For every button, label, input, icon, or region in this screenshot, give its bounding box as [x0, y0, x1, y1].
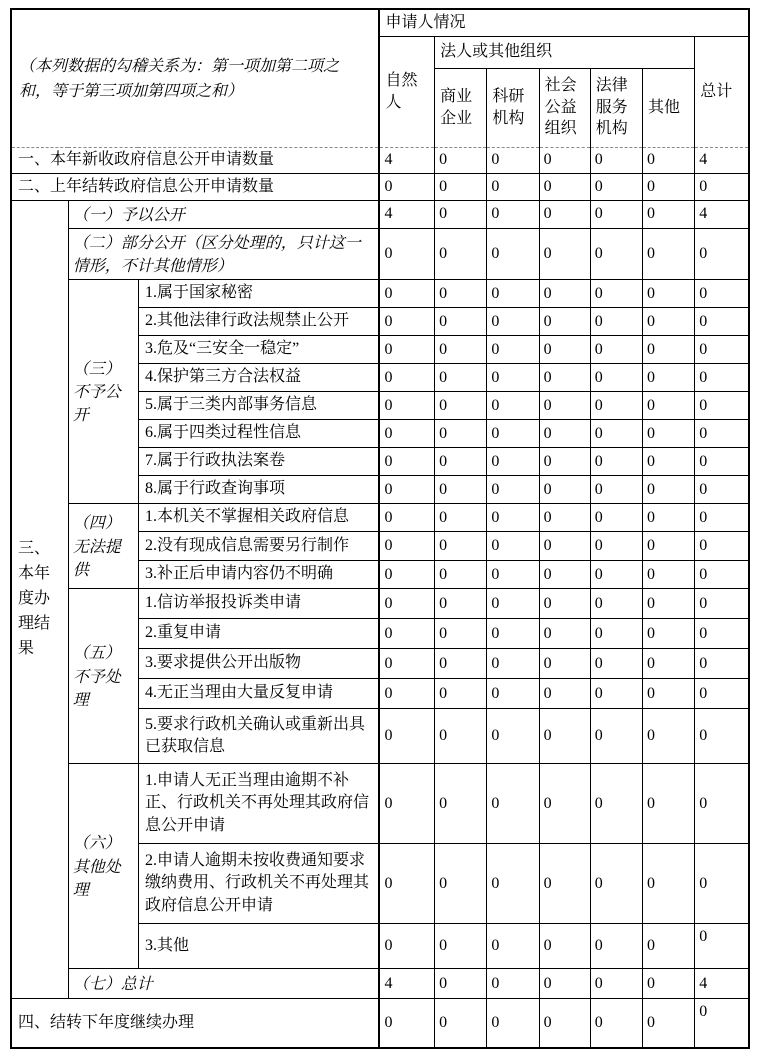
- value-cell: 0: [379, 504, 434, 532]
- table-row: [11, 764, 749, 844]
- value-cell: 0: [590, 336, 642, 364]
- value-cell: 0: [590, 619, 642, 649]
- value-cell: 0: [487, 504, 539, 532]
- value-cell: 0: [642, 448, 694, 476]
- header-total: 总计: [695, 36, 749, 147]
- value-cell: 0: [539, 924, 590, 969]
- value-cell: 0: [487, 448, 539, 476]
- value-cell: 0: [642, 969, 694, 999]
- value-cell: 0: [379, 924, 434, 969]
- item-label: 1.本机关不掌握相关政府信息: [138, 504, 379, 532]
- value-cell: 0: [435, 679, 487, 709]
- application-status-table: [10, 8, 750, 1049]
- item-label: 2.没有现成信息需要另行制作: [138, 532, 379, 561]
- item-label: 3.补正后申请内容仍不明确: [138, 561, 379, 589]
- value-cell: 0: [695, 649, 749, 679]
- value-cell: 0: [379, 364, 434, 392]
- value-cell: 0: [539, 392, 590, 420]
- value-cell: 0: [695, 709, 749, 764]
- row-label-carried-over-applications: 二、上年结转政府信息公开申请数量: [11, 173, 379, 200]
- group-label-not-processed: （五）不予处理: [68, 589, 138, 764]
- header-org-type-other: 其他: [642, 68, 694, 147]
- value-cell: 0: [590, 999, 642, 1048]
- value-cell: 0: [435, 476, 487, 504]
- value-cell: 0: [379, 709, 434, 764]
- value-cell: 0: [642, 420, 694, 448]
- table-row: [11, 589, 749, 619]
- value-cell: 0: [435, 709, 487, 764]
- group-label-unable-to-provide: （四）无法提供: [68, 504, 138, 589]
- value-cell: 0: [695, 228, 749, 279]
- value-cell: 0: [539, 999, 590, 1048]
- value-cell: 0: [695, 532, 749, 561]
- group-label-total: （七）总计: [68, 969, 379, 999]
- item-label: 4.保护第三方合法权益: [138, 364, 379, 392]
- header-legal-or-other-org: 法人或其他组织: [435, 36, 695, 68]
- group-label-other-handling: （六）其他处理: [68, 764, 138, 969]
- value-cell: 0: [379, 280, 434, 308]
- value-cell: 0: [435, 308, 487, 336]
- value-cell: 0: [590, 147, 642, 173]
- value-cell: 0: [642, 709, 694, 764]
- value-cell: 0: [642, 308, 694, 336]
- header-org-type-legal-service: 法律服务机构: [590, 68, 642, 147]
- value-cell: 0: [379, 336, 434, 364]
- value-cell: 0: [695, 173, 749, 200]
- group-label-partial-disclosure: （二）部分公开（区分处理的，只计这一情形，不计其他情形）: [68, 228, 379, 279]
- value-cell: 0: [379, 844, 434, 924]
- value-cell: 0: [695, 589, 749, 619]
- value-cell: 0: [435, 448, 487, 476]
- table-row: [11, 200, 749, 228]
- value-cell: 0: [379, 999, 434, 1048]
- value-cell: 0: [642, 336, 694, 364]
- value-cell: 0: [642, 173, 694, 200]
- value-cell: 0: [590, 476, 642, 504]
- value-cell: 0: [435, 200, 487, 228]
- value-cell: 0: [590, 589, 642, 619]
- value-cell: 0: [695, 764, 749, 844]
- item-label: 5.属于三类内部事务信息: [138, 392, 379, 420]
- value-cell: 4: [379, 969, 434, 999]
- item-label: 4.无正当理由大量反复申请: [138, 679, 379, 709]
- value-cell: 0: [590, 561, 642, 589]
- header-org-type-commercial: 商业企业: [435, 68, 487, 147]
- value-cell: 0: [435, 392, 487, 420]
- value-cell: 0: [379, 561, 434, 589]
- value-cell: 0: [642, 504, 694, 532]
- row-label-carry-to-next-year: 四、结转下年度继续办理: [11, 999, 379, 1048]
- value-cell: 0: [539, 173, 590, 200]
- value-cell: 0: [487, 589, 539, 619]
- value-cell: 0: [487, 844, 539, 924]
- value-cell: 0: [379, 532, 434, 561]
- value-cell: 0: [539, 561, 590, 589]
- value-cell: 0: [487, 308, 539, 336]
- value-cell: 4: [695, 969, 749, 999]
- value-cell: 0: [539, 420, 590, 448]
- value-cell: 0: [539, 147, 590, 173]
- value-cell: 0: [539, 649, 590, 679]
- value-cell: 0: [435, 173, 487, 200]
- header-natural-person: 自然人: [379, 36, 434, 147]
- value-cell: 0: [379, 448, 434, 476]
- value-cell: 0: [539, 280, 590, 308]
- table-row: [11, 9, 749, 36]
- table-note: （本列数据的勾稽关系为：第一项加第二项之和，等于第三项加第四项之和）: [11, 9, 379, 147]
- value-cell: 0: [539, 532, 590, 561]
- value-cell: 0: [487, 999, 539, 1048]
- value-cell: 0: [379, 392, 434, 420]
- value-cell: 0: [590, 844, 642, 924]
- value-cell: 0: [695, 308, 749, 336]
- value-cell: 0: [379, 589, 434, 619]
- item-label: 8.属于行政查询事项: [138, 476, 379, 504]
- table-row: [11, 999, 749, 1048]
- value-cell: 0: [590, 420, 642, 448]
- value-cell: 0: [487, 764, 539, 844]
- item-label: 1.属于国家秘密: [138, 280, 379, 308]
- value-cell: 0: [642, 589, 694, 619]
- value-cell: 4: [695, 200, 749, 228]
- value-cell: 0: [487, 532, 539, 561]
- value-cell: 0: [487, 173, 539, 200]
- value-cell: 0: [642, 649, 694, 679]
- value-cell: 0: [590, 364, 642, 392]
- value-cell: 0: [590, 924, 642, 969]
- value-cell: 0: [379, 173, 434, 200]
- value-cell: 0: [379, 228, 434, 279]
- value-cell: 0: [695, 448, 749, 476]
- value-cell: 0: [642, 280, 694, 308]
- value-cell: 0: [379, 420, 434, 448]
- value-cell: 0: [435, 532, 487, 561]
- value-cell: 0: [590, 709, 642, 764]
- value-cell: 0: [590, 308, 642, 336]
- value-cell: 0: [695, 476, 749, 504]
- value-cell: 0: [487, 420, 539, 448]
- value-cell: 0: [435, 420, 487, 448]
- value-cell: 0: [590, 532, 642, 561]
- group-label-granted: （一）予以公开: [68, 200, 379, 228]
- value-cell: 0: [539, 308, 590, 336]
- value-cell: 0: [539, 336, 590, 364]
- value-cell: 0: [642, 200, 694, 228]
- item-label: 3.危及“三安全一稳定”: [138, 336, 379, 364]
- row-label-new-applications: 一、本年新收政府信息公开申请数量: [11, 147, 379, 173]
- value-cell: 0: [487, 392, 539, 420]
- value-cell: 0: [435, 504, 487, 532]
- value-cell: 0: [642, 228, 694, 279]
- value-cell: 0: [435, 228, 487, 279]
- value-cell: 0: [435, 999, 487, 1048]
- value-cell: 0: [695, 280, 749, 308]
- value-cell: 0: [539, 589, 590, 619]
- value-cell: 0: [642, 147, 694, 173]
- value-cell: 0: [435, 364, 487, 392]
- value-cell: 0: [695, 844, 749, 924]
- table-row: [11, 173, 749, 200]
- value-cell: 0: [487, 336, 539, 364]
- value-cell: 0: [379, 649, 434, 679]
- value-cell: 0: [487, 280, 539, 308]
- value-cell: 4: [695, 147, 749, 173]
- item-label: 6.属于四类过程性信息: [138, 420, 379, 448]
- value-cell: 0: [379, 764, 434, 844]
- value-cell: 0: [435, 844, 487, 924]
- value-cell: 0: [435, 589, 487, 619]
- value-cell: 0: [642, 764, 694, 844]
- value-cell: 0: [590, 764, 642, 844]
- item-label: 5.要求行政机关确认或重新出具已获取信息: [138, 709, 379, 764]
- value-cell: 0: [379, 308, 434, 336]
- value-cell: 0: [695, 561, 749, 589]
- item-label: 3.要求提供公开出版物: [138, 649, 379, 679]
- value-cell: 0: [590, 200, 642, 228]
- value-cell: 0: [379, 619, 434, 649]
- value-cell: 0: [435, 969, 487, 999]
- value-cell: 0: [590, 173, 642, 200]
- header-org-type-research: 科研机构: [487, 68, 539, 147]
- table-row: [11, 228, 749, 279]
- value-cell: 0: [539, 504, 590, 532]
- value-cell: 0: [590, 280, 642, 308]
- value-cell: 0: [487, 969, 539, 999]
- value-cell: 0: [695, 504, 749, 532]
- value-cell: 0: [590, 504, 642, 532]
- value-cell: 0: [695, 336, 749, 364]
- value-cell: 0: [642, 619, 694, 649]
- value-cell: 0: [539, 448, 590, 476]
- value-cell: 0: [487, 561, 539, 589]
- group-label-refused: （三）不予公开: [68, 280, 138, 504]
- value-cell: 0: [590, 392, 642, 420]
- item-label: 2.申请人逾期未按收费通知要求缴纳费用、行政机关不再处理其政府信息公开申请: [138, 844, 379, 924]
- value-cell: 0: [695, 999, 749, 1048]
- item-label: 1.信访举报投诉类申请: [138, 589, 379, 619]
- item-label: 2.其他法律行政法规禁止公开: [138, 308, 379, 336]
- value-cell: 0: [642, 679, 694, 709]
- item-label: 3.其他: [138, 924, 379, 969]
- value-cell: 0: [487, 364, 539, 392]
- value-cell: 0: [435, 336, 487, 364]
- value-cell: 0: [539, 709, 590, 764]
- value-cell: 0: [695, 619, 749, 649]
- value-cell: 0: [642, 924, 694, 969]
- value-cell: 0: [379, 476, 434, 504]
- value-cell: 0: [590, 649, 642, 679]
- value-cell: 0: [539, 476, 590, 504]
- table-row: [11, 969, 749, 999]
- value-cell: 0: [539, 844, 590, 924]
- value-cell: 0: [590, 969, 642, 999]
- value-cell: 0: [539, 228, 590, 279]
- value-cell: 0: [435, 147, 487, 173]
- value-cell: 0: [539, 619, 590, 649]
- header-org-type-public-welfare: 社会公益组织: [539, 68, 590, 147]
- value-cell: 0: [379, 679, 434, 709]
- value-cell: 4: [379, 200, 434, 228]
- value-cell: 0: [435, 561, 487, 589]
- value-cell: 0: [487, 200, 539, 228]
- value-cell: 0: [435, 764, 487, 844]
- value-cell: 4: [379, 147, 434, 173]
- value-cell: 0: [539, 764, 590, 844]
- value-cell: 0: [487, 228, 539, 279]
- value-cell: 0: [695, 924, 749, 969]
- value-cell: 0: [435, 924, 487, 969]
- value-cell: 0: [642, 561, 694, 589]
- value-cell: 0: [487, 619, 539, 649]
- value-cell: 0: [487, 679, 539, 709]
- value-cell: 0: [642, 532, 694, 561]
- value-cell: 0: [539, 364, 590, 392]
- value-cell: 0: [435, 280, 487, 308]
- value-cell: 0: [642, 844, 694, 924]
- item-label: 1.申请人无正当理由逾期不补正、行政机关不再处理其政府信息公开申请: [138, 764, 379, 844]
- value-cell: 0: [695, 364, 749, 392]
- value-cell: 0: [539, 969, 590, 999]
- value-cell: 0: [487, 649, 539, 679]
- item-label: 7.属于行政执法案卷: [138, 448, 379, 476]
- table-row: [11, 147, 749, 173]
- value-cell: 0: [435, 619, 487, 649]
- value-cell: 0: [487, 147, 539, 173]
- value-cell: 0: [695, 420, 749, 448]
- value-cell: 0: [590, 679, 642, 709]
- value-cell: 0: [487, 924, 539, 969]
- value-cell: 0: [539, 200, 590, 228]
- item-label: 2.重复申请: [138, 619, 379, 649]
- value-cell: 0: [695, 679, 749, 709]
- table-row: [11, 504, 749, 532]
- value-cell: 0: [435, 649, 487, 679]
- row-label-yearly-results: 三、本年度办理结果: [11, 200, 68, 999]
- value-cell: 0: [590, 448, 642, 476]
- value-cell: 0: [642, 999, 694, 1048]
- value-cell: 0: [487, 476, 539, 504]
- value-cell: 0: [487, 709, 539, 764]
- value-cell: 0: [642, 392, 694, 420]
- value-cell: 0: [642, 476, 694, 504]
- value-cell: 0: [590, 228, 642, 279]
- value-cell: 0: [642, 364, 694, 392]
- header-applicant-situation: 申请人情况: [379, 9, 749, 36]
- value-cell: 0: [539, 679, 590, 709]
- table-row: [11, 280, 749, 308]
- value-cell: 0: [695, 392, 749, 420]
